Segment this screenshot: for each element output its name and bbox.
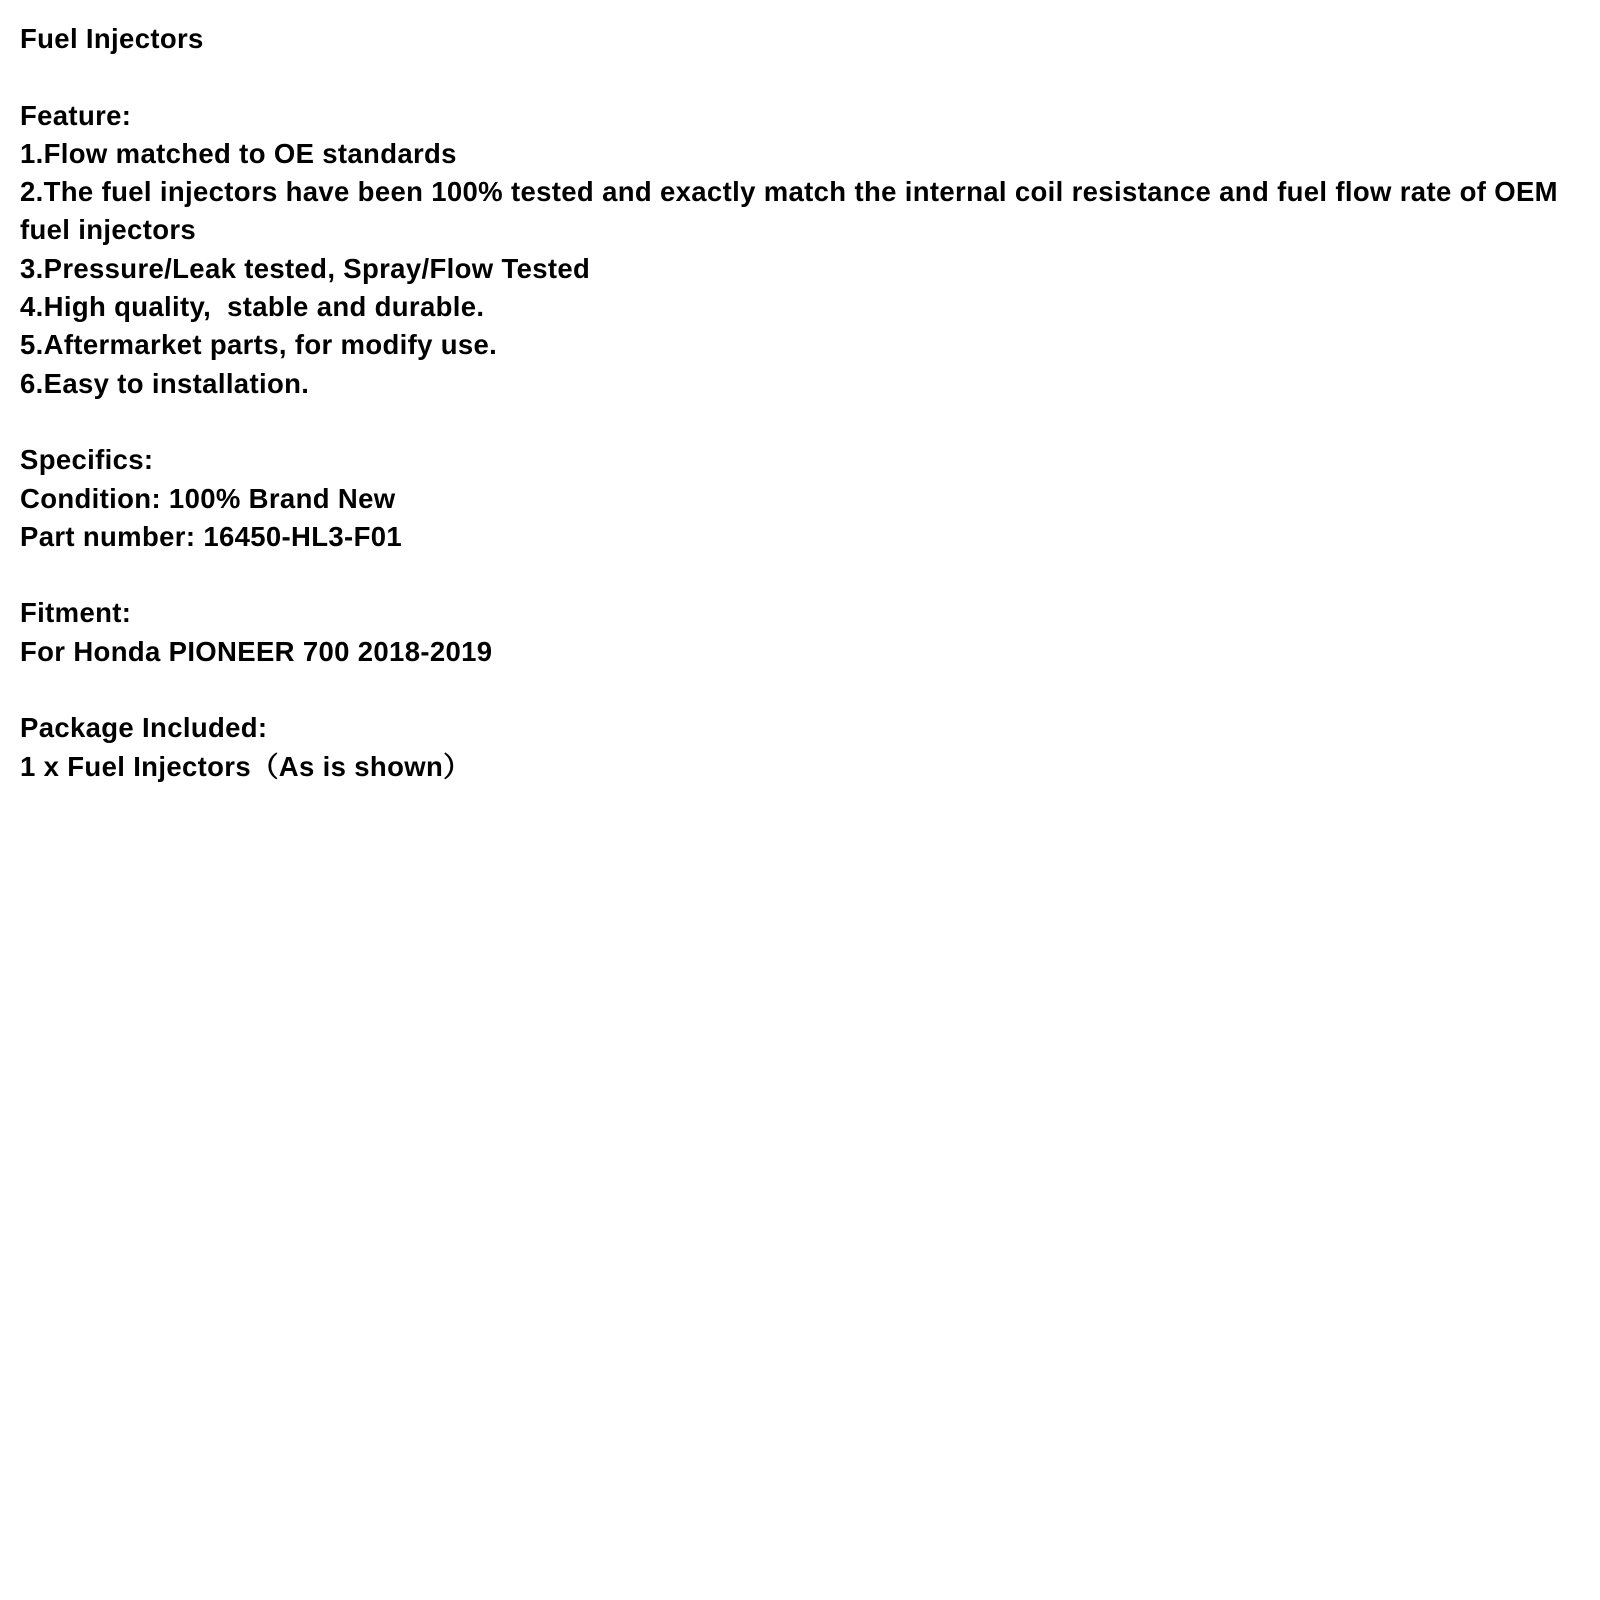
specifics-heading: Specifics: (20, 444, 154, 476)
condition-text: Condition: 100% Brand New (20, 482, 396, 514)
fitment-heading: Fitment: (20, 597, 132, 629)
product-description (20, 20, 1580, 786)
feature-item-2: 2.The fuel injectors have been 100% tested and exactly match the internal coil resistance and fuel flow rate of OEM fuel injectors (20, 176, 1558, 246)
part-number-text: Part number: 16450-HL3-F01 (20, 520, 403, 552)
feature-item-4: 4.High quality, stable and durable. (20, 291, 485, 323)
feature-item-5: 5.Aftermarket parts, for modify use. (20, 329, 498, 361)
feature-item-1: 1.Flow matched to OE standards (20, 137, 457, 169)
spacer (20, 403, 1580, 441)
spacer (20, 58, 1580, 96)
feature-heading: Feature: (20, 99, 132, 131)
document-title: Fuel Injectors (20, 23, 204, 54)
package-heading: Package Included: (20, 712, 268, 744)
package-contents: 1 x Fuel Injectors（As is shown） (20, 750, 471, 782)
spacer (20, 671, 1580, 709)
feature-item-6: 6.Easy to installation. (20, 367, 310, 399)
spacer (20, 556, 1580, 594)
feature-item-3: 3.Pressure/Leak tested, Spray/Flow Tested (20, 252, 591, 284)
fitment-vehicle: For Honda PIONEER 700 2018-2019 (20, 635, 493, 667)
